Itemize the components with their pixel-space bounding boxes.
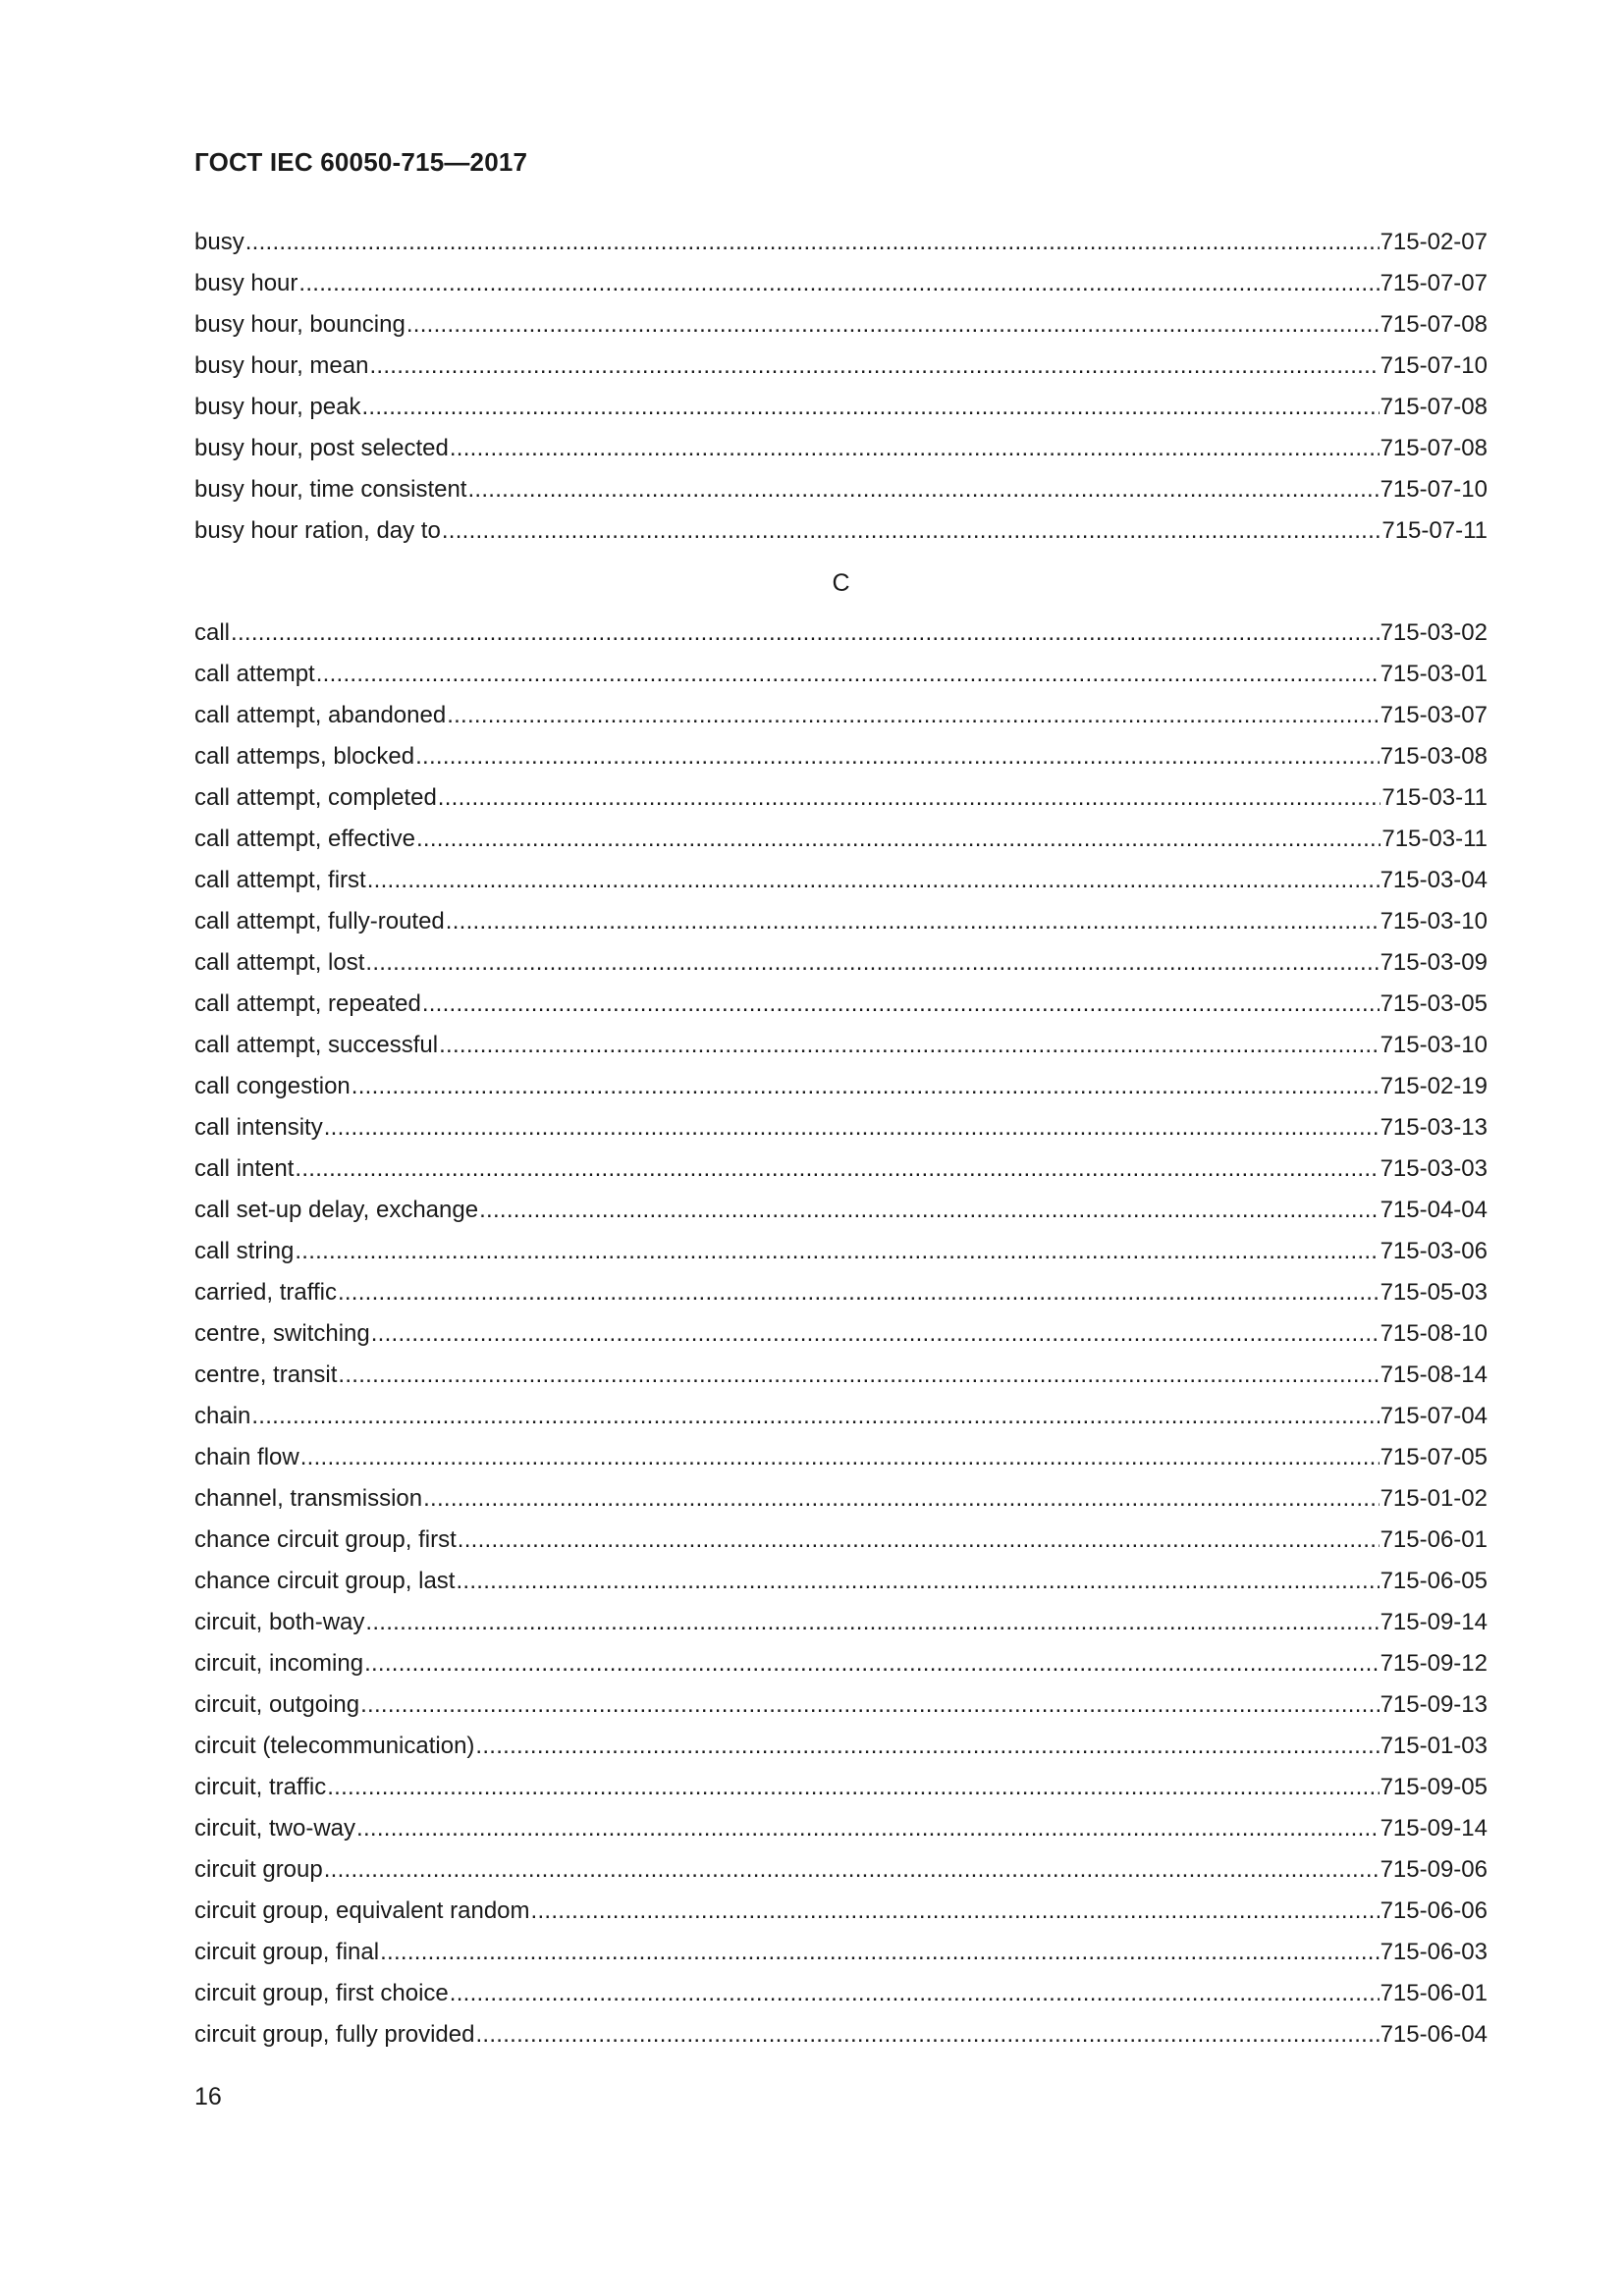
index-entry	[194, 1066, 1488, 1107]
entry-reference: 715-05-03	[1380, 1279, 1488, 1306]
entry-reference: 715-03-02	[1380, 619, 1488, 646]
entry-term: call	[194, 619, 231, 646]
index-entry	[194, 1478, 1488, 1520]
dot-leader	[300, 1437, 1380, 1478]
index-entry	[194, 1767, 1488, 1808]
dot-leader	[245, 222, 1380, 263]
dot-leader	[324, 1849, 1380, 1891]
entry-term: chain flow	[194, 1444, 299, 1470]
entry-reference: 715-03-13	[1380, 1114, 1488, 1141]
entry-term: centre, switching	[194, 1320, 370, 1347]
dot-leader	[475, 1726, 1379, 1767]
entry-term: chance circuit group, first	[194, 1526, 457, 1553]
entry-reference: 715-09-12	[1380, 1650, 1488, 1677]
index-entry	[194, 654, 1488, 695]
entry-term: call attempt	[194, 661, 315, 687]
entry-term: call attempt, successful	[194, 1032, 439, 1058]
index-entry	[194, 1107, 1488, 1148]
dot-leader	[251, 1396, 1379, 1437]
index-entry	[194, 1272, 1488, 1313]
entry-reference: 715-09-14	[1380, 1815, 1488, 1842]
entry-reference: 715-03-01	[1380, 661, 1488, 687]
dot-leader	[356, 1808, 1380, 1849]
index-entry	[194, 428, 1488, 469]
dot-leader	[231, 613, 1380, 654]
entry-reference: 715-02-07	[1380, 229, 1488, 255]
index-entry	[194, 1437, 1488, 1478]
dot-leader	[446, 901, 1380, 942]
index-entry	[194, 860, 1488, 901]
entry-reference: 715-09-05	[1380, 1774, 1488, 1800]
entry-reference: 715-06-03	[1380, 1939, 1488, 1965]
entry-reference: 715-03-07	[1380, 702, 1488, 728]
dot-leader	[364, 1643, 1380, 1684]
entry-term: call attemps, blocked	[194, 743, 415, 770]
entry-reference: 715-03-10	[1380, 1032, 1488, 1058]
dot-leader	[422, 984, 1380, 1025]
index-entry	[194, 510, 1488, 552]
index-entry	[194, 387, 1488, 428]
index-entry	[194, 1520, 1488, 1561]
entry-term: busy hour, bouncing	[194, 311, 406, 338]
entry-reference: 715-07-10	[1380, 476, 1488, 503]
index-entry	[194, 1313, 1488, 1355]
index-entry	[194, 1231, 1488, 1272]
index-entry	[194, 819, 1488, 860]
index-entry	[194, 1932, 1488, 1973]
entry-term: busy hour	[194, 270, 298, 296]
entry-term: busy hour, mean	[194, 352, 369, 379]
entry-term: call attempt, fully-routed	[194, 908, 445, 934]
entry-reference: 715-03-03	[1380, 1155, 1488, 1182]
index-entry	[194, 1355, 1488, 1396]
entry-reference: 715-06-04	[1380, 2021, 1488, 2048]
dot-leader	[295, 1231, 1379, 1272]
dot-leader	[447, 695, 1379, 736]
entry-reference: 715-06-01	[1380, 1980, 1488, 2006]
entry-term: call attempt, abandoned	[194, 702, 447, 728]
entry-reference: 715-07-10	[1380, 352, 1488, 379]
entry-term: call attempt, repeated	[194, 990, 421, 1017]
dot-leader	[475, 2014, 1379, 2056]
index-entry	[194, 1891, 1488, 1932]
dot-leader	[316, 654, 1380, 695]
entry-reference: 715-09-14	[1380, 1609, 1488, 1635]
entry-term: call attempt, effective	[194, 826, 415, 852]
page-number: 16	[194, 2083, 222, 2110]
dot-leader	[467, 469, 1379, 510]
index-entry	[194, 1849, 1488, 1891]
entry-reference: 715-09-06	[1380, 1856, 1488, 1883]
index-entry	[194, 2014, 1488, 2056]
index-entry	[194, 222, 1488, 263]
entry-reference: 715-01-03	[1380, 1733, 1488, 1759]
dot-leader	[442, 510, 1381, 552]
index-entry	[194, 1025, 1488, 1066]
entry-term: call string	[194, 1238, 295, 1264]
index-entry	[194, 1726, 1488, 1767]
entry-reference: 715-07-04	[1380, 1403, 1488, 1429]
index-entry	[194, 1808, 1488, 1849]
entry-reference: 715-07-07	[1380, 270, 1488, 296]
dot-leader	[380, 1932, 1379, 1973]
index-entry	[194, 1396, 1488, 1437]
index-entry	[194, 1684, 1488, 1726]
entry-term: centre, transit	[194, 1362, 338, 1388]
dot-leader	[479, 1190, 1380, 1231]
dot-leader	[369, 346, 1379, 387]
dot-leader	[365, 942, 1379, 984]
entry-term: circuit, two-way	[194, 1815, 356, 1842]
entry-reference: 715-07-05	[1380, 1444, 1488, 1470]
entry-reference: 715-06-06	[1380, 1897, 1488, 1924]
dot-leader	[531, 1891, 1380, 1932]
index-entry	[194, 1643, 1488, 1684]
document-header: ГОСТ IEC 60050-715—2017	[194, 147, 528, 177]
dot-leader	[456, 1561, 1379, 1602]
dot-leader	[438, 777, 1381, 819]
index-section-c	[194, 613, 1488, 2056]
index-entry	[194, 777, 1488, 819]
dot-leader	[415, 736, 1379, 777]
dot-leader	[371, 1313, 1380, 1355]
entry-term: circuit group, equivalent random	[194, 1897, 530, 1924]
entry-reference: 715-06-01	[1380, 1526, 1488, 1553]
dot-leader	[338, 1355, 1379, 1396]
dot-leader	[416, 819, 1380, 860]
entry-reference: 715-03-08	[1380, 743, 1488, 770]
dot-leader	[352, 1066, 1380, 1107]
entry-reference: 715-07-08	[1380, 394, 1488, 420]
entry-reference: 715-07-08	[1380, 311, 1488, 338]
entry-reference: 715-03-06	[1380, 1238, 1488, 1264]
dot-leader	[450, 1973, 1380, 2014]
entry-reference: 715-06-05	[1380, 1568, 1488, 1594]
entry-term: circuit (telecommunication)	[194, 1733, 475, 1759]
index-entry	[194, 613, 1488, 654]
entry-term: call attempt, first	[194, 867, 366, 893]
entry-reference: 715-03-05	[1380, 990, 1488, 1017]
entry-term: call attempt, lost	[194, 949, 365, 976]
dot-leader	[360, 1684, 1379, 1726]
index-entry	[194, 263, 1488, 304]
index-entry	[194, 1973, 1488, 2014]
entry-term: call intent	[194, 1155, 295, 1182]
index-entry	[194, 984, 1488, 1025]
entry-reference: 715-03-10	[1380, 908, 1488, 934]
entry-reference: 715-07-11	[1381, 517, 1488, 544]
index-entry	[194, 901, 1488, 942]
dot-leader	[338, 1272, 1380, 1313]
dot-leader	[324, 1107, 1380, 1148]
dot-leader	[450, 428, 1380, 469]
dot-leader	[458, 1520, 1380, 1561]
entry-reference: 715-03-04	[1380, 867, 1488, 893]
entry-term: circuit, incoming	[194, 1650, 364, 1677]
entry-reference: 715-01-02	[1380, 1485, 1488, 1512]
entry-term: circuit group, first choice	[194, 1980, 449, 2006]
index-section-b	[194, 222, 1488, 552]
dot-leader	[295, 1148, 1379, 1190]
entry-term: busy	[194, 229, 244, 255]
dot-leader	[298, 263, 1379, 304]
dot-leader	[327, 1767, 1379, 1808]
section-letter: C	[832, 569, 850, 597]
entry-term: call intensity	[194, 1114, 323, 1141]
entry-reference: 715-03-09	[1380, 949, 1488, 976]
entry-term: circuit group, fully provided	[194, 2021, 475, 2048]
entry-reference: 715-02-19	[1380, 1073, 1488, 1099]
entry-reference: 715-09-13	[1380, 1691, 1488, 1718]
entry-reference: 715-03-11	[1381, 826, 1488, 852]
entry-term: circuit, traffic	[194, 1774, 327, 1800]
entry-term: chain	[194, 1403, 251, 1429]
index-entry	[194, 1190, 1488, 1231]
entry-term: circuit, outgoing	[194, 1691, 360, 1718]
index-entry	[194, 1561, 1488, 1602]
dot-leader	[365, 1602, 1379, 1643]
index-entry	[194, 304, 1488, 346]
index-entry	[194, 346, 1488, 387]
dot-leader	[367, 860, 1380, 901]
entry-term: chance circuit group, last	[194, 1568, 456, 1594]
entry-term: call attempt, completed	[194, 784, 437, 811]
entry-term: channel, transmission	[194, 1485, 423, 1512]
entry-term: busy hour, post selected	[194, 435, 449, 461]
dot-leader	[439, 1025, 1379, 1066]
entry-reference: 715-07-08	[1380, 435, 1488, 461]
entry-term: call congestion	[194, 1073, 351, 1099]
entry-term: circuit group	[194, 1856, 323, 1883]
index-entry	[194, 1148, 1488, 1190]
entry-term: circuit, both-way	[194, 1609, 365, 1635]
entry-term: circuit group, final	[194, 1939, 380, 1965]
entry-term: busy hour, time consistent	[194, 476, 467, 503]
index-entry	[194, 695, 1488, 736]
index-entry	[194, 1602, 1488, 1643]
index-entry	[194, 736, 1488, 777]
index-entry	[194, 469, 1488, 510]
entry-reference: 715-08-10	[1380, 1320, 1488, 1347]
entry-reference: 715-08-14	[1380, 1362, 1488, 1388]
entry-term: busy hour, peak	[194, 394, 361, 420]
dot-leader	[423, 1478, 1379, 1520]
entry-term: call set-up delay, exchange	[194, 1197, 479, 1223]
dot-leader	[361, 387, 1379, 428]
dot-leader	[406, 304, 1380, 346]
entry-reference: 715-03-11	[1381, 784, 1488, 811]
entry-reference: 715-04-04	[1380, 1197, 1488, 1223]
entry-term: busy hour ration, day to	[194, 517, 441, 544]
index-entry	[194, 942, 1488, 984]
entry-term: carried, traffic	[194, 1279, 337, 1306]
